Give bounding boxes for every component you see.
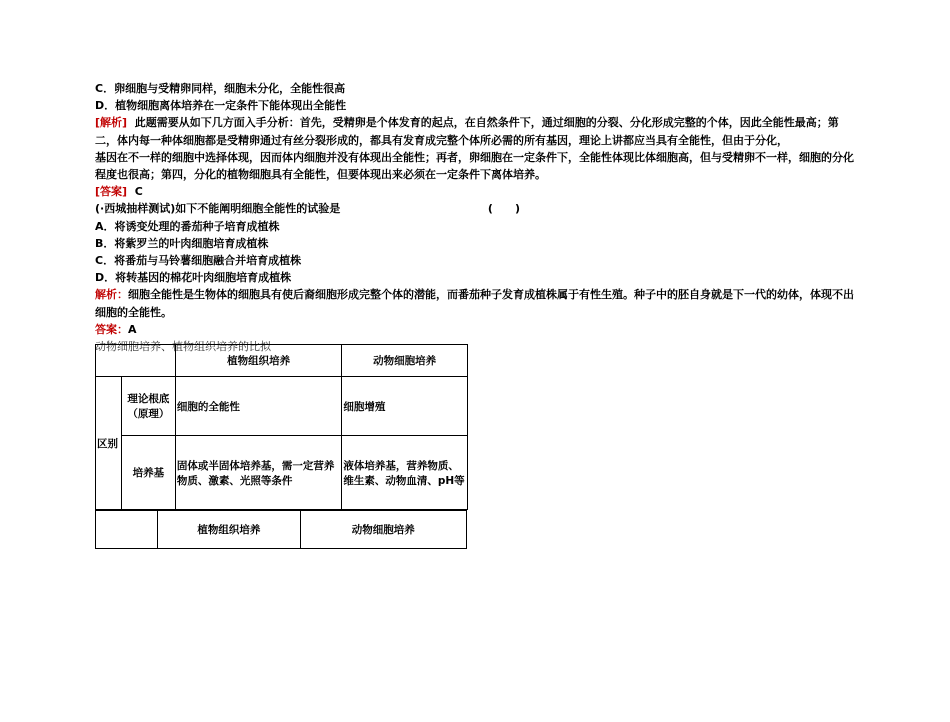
answer-1-value: C — [134, 185, 143, 199]
analysis-1 — [95, 114, 860, 148]
question-2-stem: (·西城抽样测试)如下不能阐明细胞全能性的试验是 — [95, 202, 341, 216]
answer-1-label: [答案] — [95, 185, 128, 199]
q2-option-c: C．将番茄与马铃薯细胞融合并培育成植株 — [95, 254, 302, 268]
row-medium-animal: 液体培养基，营养物质、维生素、动物血清、pH等 — [342, 436, 468, 510]
analysis-1-label: [解析] — [95, 116, 128, 130]
row-principle-animal: 细胞增殖 — [342, 377, 468, 436]
table-corner — [96, 345, 176, 377]
comparison-table-2 — [95, 510, 467, 549]
q2-option-d: D．将转基因的棉花叶肉细胞培育成植株 — [95, 271, 292, 285]
comparison-table — [95, 344, 468, 510]
option-d: D．植物细胞离体培养在一定条件下能体现出全能性 — [95, 99, 347, 113]
header-animal: 动物细胞培养 — [342, 345, 468, 377]
analysis-2-text: 细胞全能性是生物体的细胞具有使后裔细胞形成完整个体的潜能，而番茄种子发育成植株属于有性生殖。种子中的胚自身就是下一代的幼体，体现不出细胞的全能性。 — [95, 288, 854, 319]
answer-2 — [95, 321, 860, 338]
table2-corner — [96, 511, 158, 549]
table-caption: 动物细胞培养、植物组织培养的比拟 — [95, 340, 271, 354]
row-medium-label: 培养基 — [121, 436, 175, 510]
analysis-2 — [95, 286, 860, 320]
analysis-1-text: 此题需要从如下几方面入手分析：首先，受精卵是个体发育的起点，在自然条件下，通过细胞的分裂、分化形成完整的个体，因此全能性最高；第二，体内每一种体细胞都是受精卵通过有丝分裂形成的，都具有发育成完整个体所必需的所有基因，理论上讲都应当具有全能性，但由于分化， — [95, 116, 839, 147]
answer-2-value: A — [128, 322, 137, 336]
row-principle-label: 理论根底（原理） — [121, 377, 175, 436]
option-c: C．卵细胞与受精卵同样，细胞未分化，全能性很高 — [95, 82, 346, 95]
row-principle-plant: 细胞的全能性 — [175, 377, 342, 436]
q2-option-a: A．将诱变处理的番茄种子培育成植株 — [95, 219, 280, 233]
table2-header-animal: 动物细胞培养 — [300, 511, 466, 549]
row-medium-plant: 固体或半固体培养基，需一定营养物质、激素、光照等条件 — [175, 436, 342, 510]
header-plant: 植物组织培养 — [175, 345, 342, 377]
answer-2-label: 答案： — [95, 322, 128, 336]
analysis-1-cont: 基因在不一样的细胞中选择体现，因而体内细胞并没有体现出全能性；再者，卵细胞在一定条件下，全能性体现比体细胞高，但与受精卵不一样，细胞的分化程度也很高；第四，分化的植物细胞具有全能性，但要体现出来必须在一定条件下离体培养。 — [95, 150, 854, 182]
document-body — [95, 80, 860, 355]
answer-1 — [95, 183, 860, 200]
question-2 — [95, 200, 860, 217]
group-label: 区别 — [96, 377, 122, 510]
question-2-blank: ( ) — [487, 202, 520, 216]
table2-header-plant: 植物组织培养 — [158, 511, 300, 549]
q2-option-b: B．将紫罗兰的叶肉细胞培育成植株 — [95, 236, 269, 250]
analysis-2-label: 解析： — [95, 288, 128, 302]
